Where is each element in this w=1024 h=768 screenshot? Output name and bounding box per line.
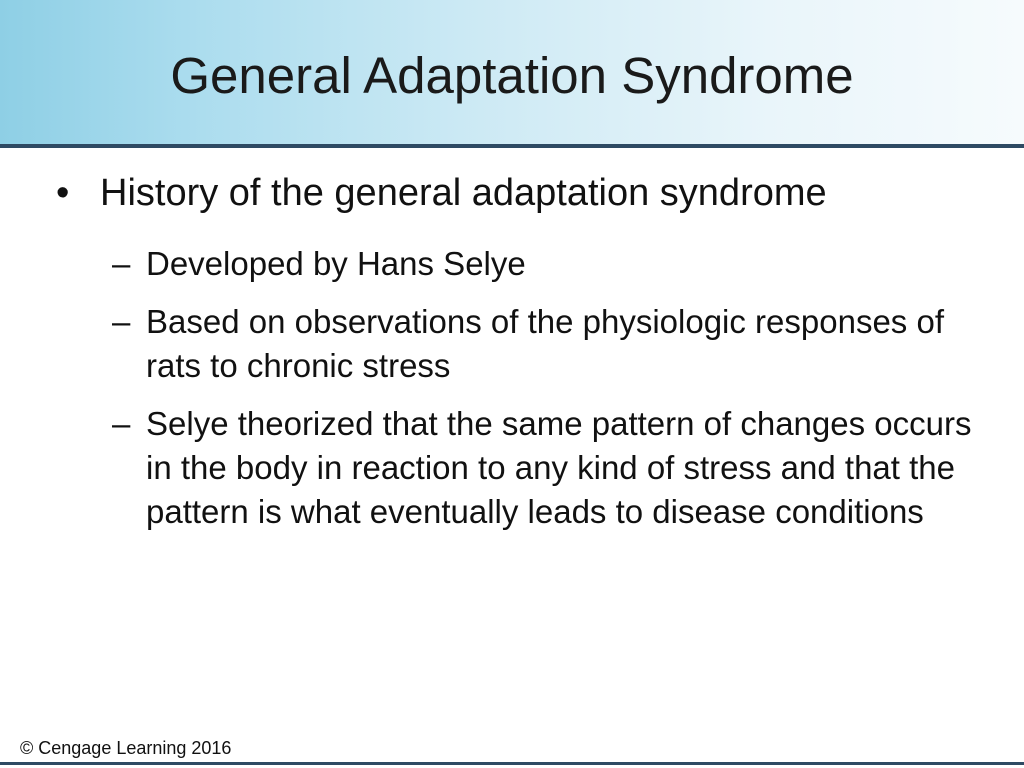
sub-bullet-item (112, 402, 976, 534)
sub-bullet-text: Based on observations of the physiologic responses of rats to chronic stress (146, 303, 944, 384)
sub-bullet-text: Selye theorized that the same pattern of changes occurs in the body in reaction to any kind of stress and that the pattern is what eventually leads to disease conditions (146, 405, 972, 530)
title-divider (0, 144, 1024, 148)
sub-bullet-marker: – (112, 303, 131, 340)
bullet-text: History of the general adaptation syndrome (100, 172, 827, 214)
footer-divider (0, 762, 1024, 765)
sub-bullet-marker: – (112, 245, 131, 282)
sub-bullet-text: Developed by Hans Selye (146, 245, 526, 282)
sub-bullet-item (112, 242, 976, 286)
copyright-notice: © Cengage Learning 2016 (20, 738, 232, 758)
sub-bullet-marker: – (112, 405, 131, 442)
bullet-marker: • (56, 172, 70, 214)
sub-bullet-item (112, 300, 976, 388)
slide-title: General Adaptation Syndrome (170, 47, 854, 104)
bullet-item (56, 168, 980, 218)
slide-content (0, 168, 1024, 534)
